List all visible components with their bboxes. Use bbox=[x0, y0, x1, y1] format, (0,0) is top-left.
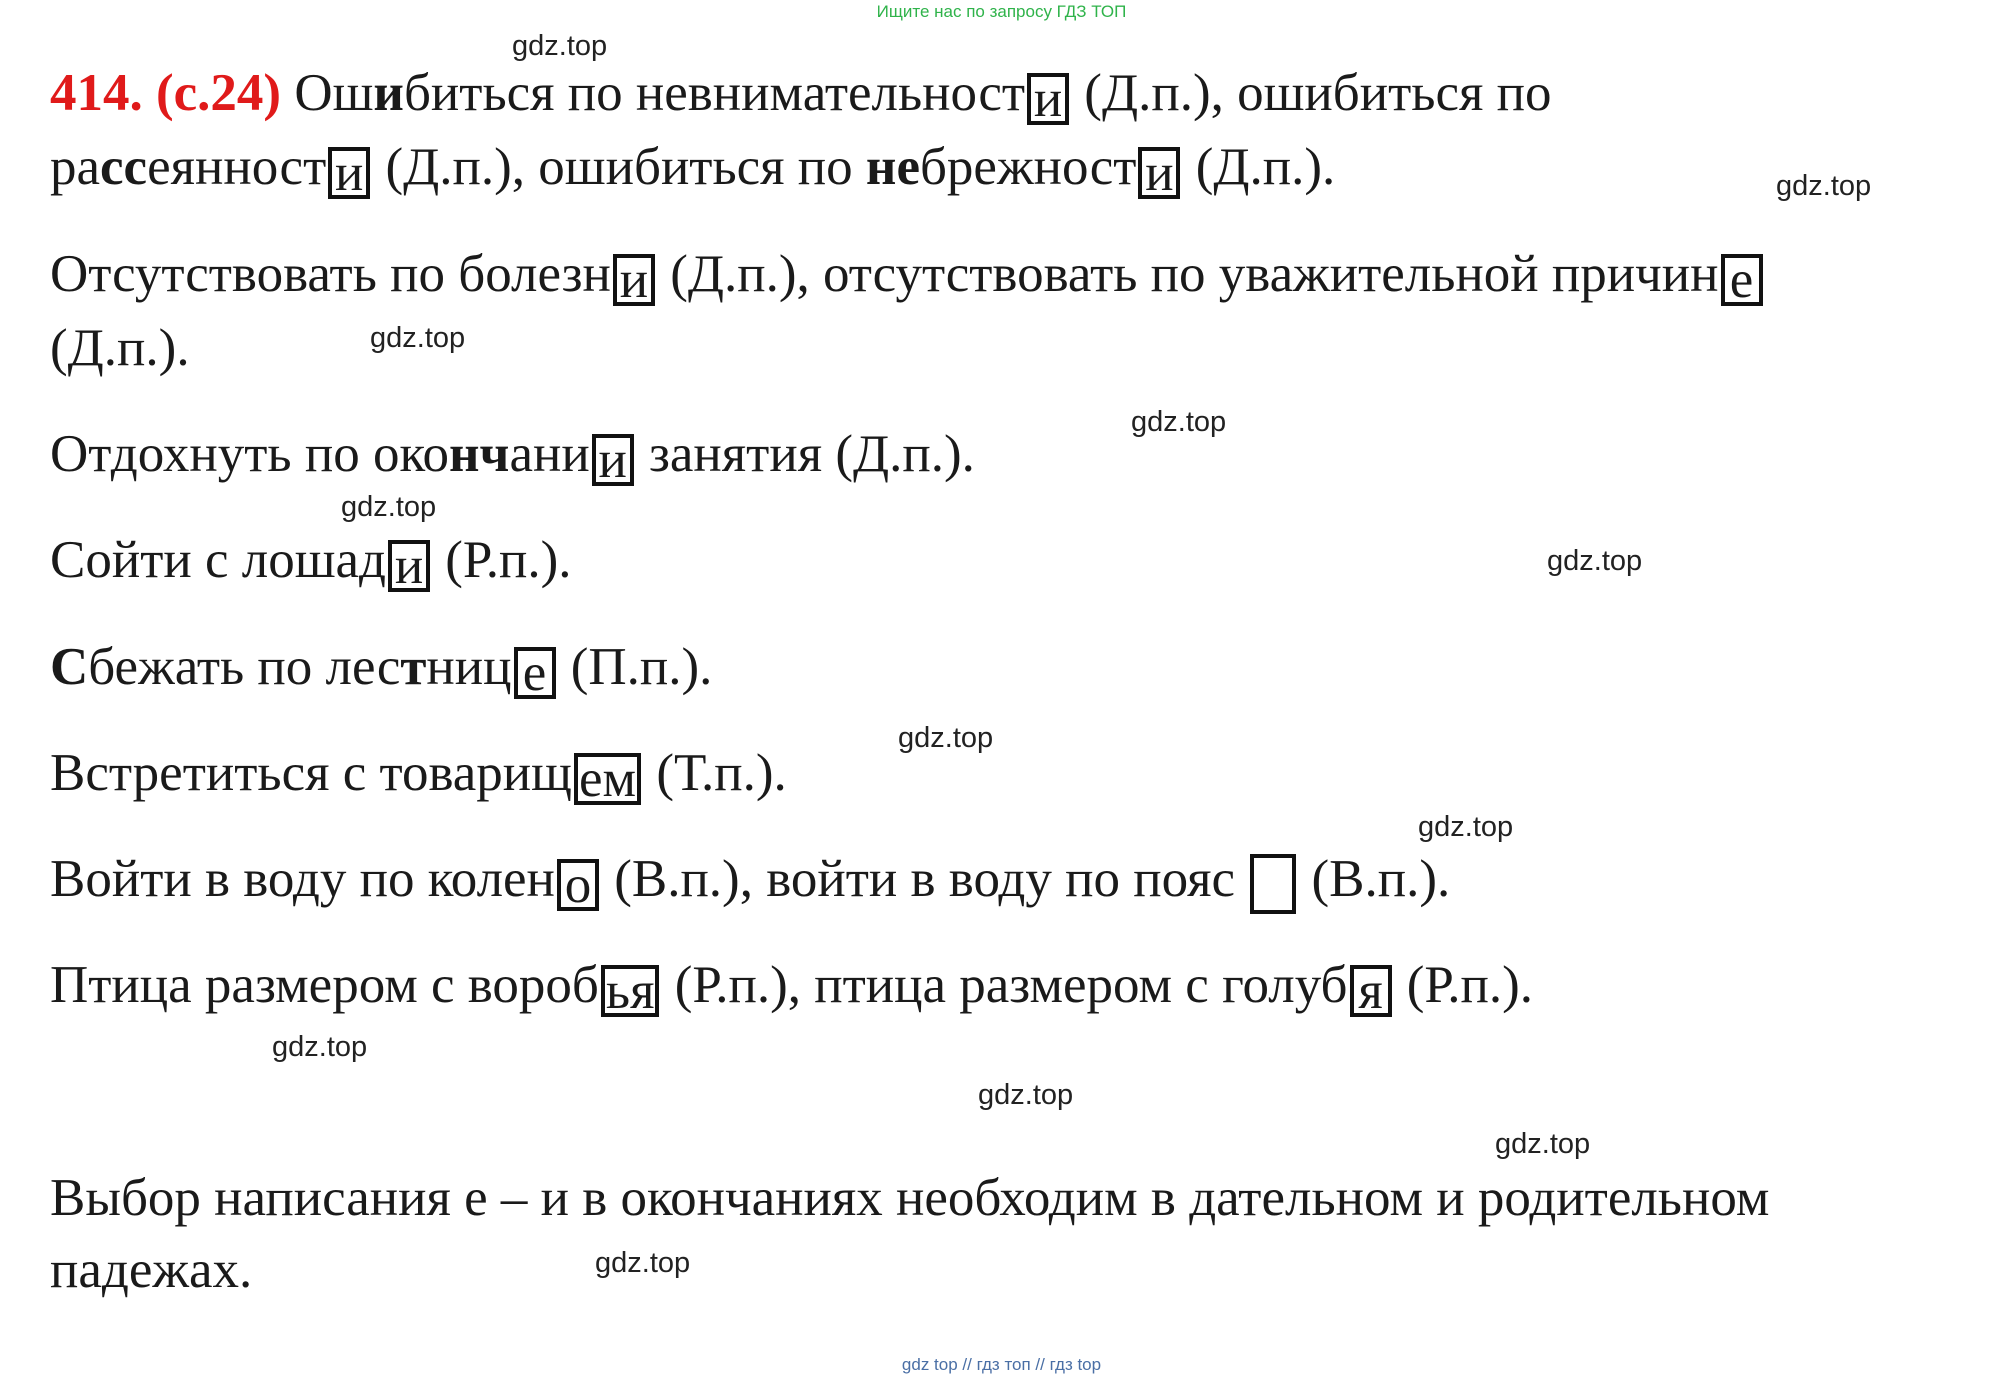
bold-letter: нч bbox=[449, 425, 510, 483]
text: брежност bbox=[919, 138, 1137, 196]
text: Встретиться с товарищ bbox=[50, 744, 572, 802]
watermark: gdz.top bbox=[1131, 406, 1227, 438]
ending-box: е bbox=[514, 647, 556, 699]
ending-box: е bbox=[1721, 254, 1763, 306]
text: (Р.п.). bbox=[432, 531, 572, 589]
text: Войти в воду по колен bbox=[50, 850, 555, 908]
text: еянност bbox=[147, 138, 327, 196]
ending-box: и bbox=[1138, 147, 1180, 199]
watermark: gdz.top bbox=[978, 1079, 1074, 1111]
bold-letter: сс bbox=[100, 138, 148, 196]
line-12 bbox=[50, 1240, 252, 1300]
ending-box: и bbox=[592, 434, 634, 486]
text: (В.п.), войти в воду по пояс bbox=[600, 850, 1249, 908]
line-11 bbox=[50, 1168, 1769, 1228]
text: Ош bbox=[281, 64, 374, 122]
line-3 bbox=[50, 244, 1765, 309]
text: ра bbox=[50, 138, 101, 196]
line-6 bbox=[50, 530, 572, 595]
line-10 bbox=[50, 955, 1534, 1020]
bold-letter: и bbox=[373, 64, 404, 122]
line-9 bbox=[50, 849, 1450, 914]
text: (Д.п.), отсутствовать по уважительной причин bbox=[656, 245, 1719, 303]
text: (П.п.). bbox=[557, 638, 713, 696]
text: Сойти с лошад bbox=[50, 531, 387, 589]
watermark: gdz.top bbox=[595, 1247, 691, 1279]
ending-box: ем bbox=[574, 753, 641, 805]
text: бежать по лес bbox=[88, 638, 401, 696]
line-5 bbox=[50, 424, 975, 489]
bold-letter: т bbox=[400, 638, 427, 696]
empty-ending-box bbox=[1250, 854, 1296, 914]
watermark: gdz.top bbox=[1418, 811, 1514, 843]
text: Птица размером с вороб bbox=[50, 956, 599, 1014]
line-7 bbox=[50, 637, 713, 702]
text: (Д.п.). bbox=[1182, 138, 1336, 196]
line-8 bbox=[50, 743, 787, 808]
line-2 bbox=[50, 137, 1336, 202]
ending-box: и bbox=[613, 254, 655, 306]
ending-box: и bbox=[328, 147, 370, 199]
watermark: gdz.top bbox=[370, 322, 466, 354]
text: (В.п.). bbox=[1298, 850, 1451, 908]
watermark: gdz.top bbox=[512, 30, 608, 62]
watermark: gdz.top bbox=[898, 722, 994, 754]
ending-box: я bbox=[1350, 965, 1392, 1017]
text: Выбор написания е – и в окончаниях необходим в дательном и родительном bbox=[50, 1169, 1770, 1227]
watermark: gdz.top bbox=[1547, 545, 1643, 577]
top-banner[interactable]: Ищите нас по запросу ГДЗ ТОП bbox=[876, 2, 1127, 21]
watermark: gdz.top bbox=[1495, 1128, 1591, 1160]
ending-box: и bbox=[1027, 73, 1069, 125]
ending-box: и bbox=[388, 540, 430, 592]
text: биться по невнимательност bbox=[403, 64, 1026, 122]
bold-letter: С bbox=[50, 638, 89, 696]
text: ани bbox=[509, 425, 590, 483]
text: (Т.п.). bbox=[643, 744, 787, 802]
text: ниц bbox=[426, 638, 512, 696]
text: Отсутствовать по болезн bbox=[50, 245, 611, 303]
bottom-banner[interactable]: gdz top // гдз топ // гдз top bbox=[901, 1355, 1102, 1374]
text: Отдохнуть по око bbox=[50, 425, 450, 483]
ending-box: о bbox=[557, 859, 599, 911]
text: занятия (Д.п.). bbox=[635, 425, 975, 483]
task-number: 414. (с.24) bbox=[50, 64, 282, 122]
bold-letter: не bbox=[865, 138, 920, 196]
ending-box: ья bbox=[601, 965, 660, 1017]
text: (Д.п.). bbox=[50, 319, 190, 377]
watermark: gdz.top bbox=[1776, 170, 1872, 202]
line-1 bbox=[50, 63, 1552, 128]
text: падежах. bbox=[50, 1241, 253, 1299]
watermark: gdz.top bbox=[341, 491, 437, 523]
text: (Д.п.), ошибиться по bbox=[372, 138, 866, 196]
text: (Д.п.), ошибиться по bbox=[1071, 64, 1552, 122]
watermark: gdz.top bbox=[272, 1031, 368, 1063]
text: (Р.п.). bbox=[1393, 956, 1534, 1014]
line-4 bbox=[50, 318, 190, 378]
text: (Р.п.), птица размером с голуб bbox=[661, 956, 1348, 1014]
